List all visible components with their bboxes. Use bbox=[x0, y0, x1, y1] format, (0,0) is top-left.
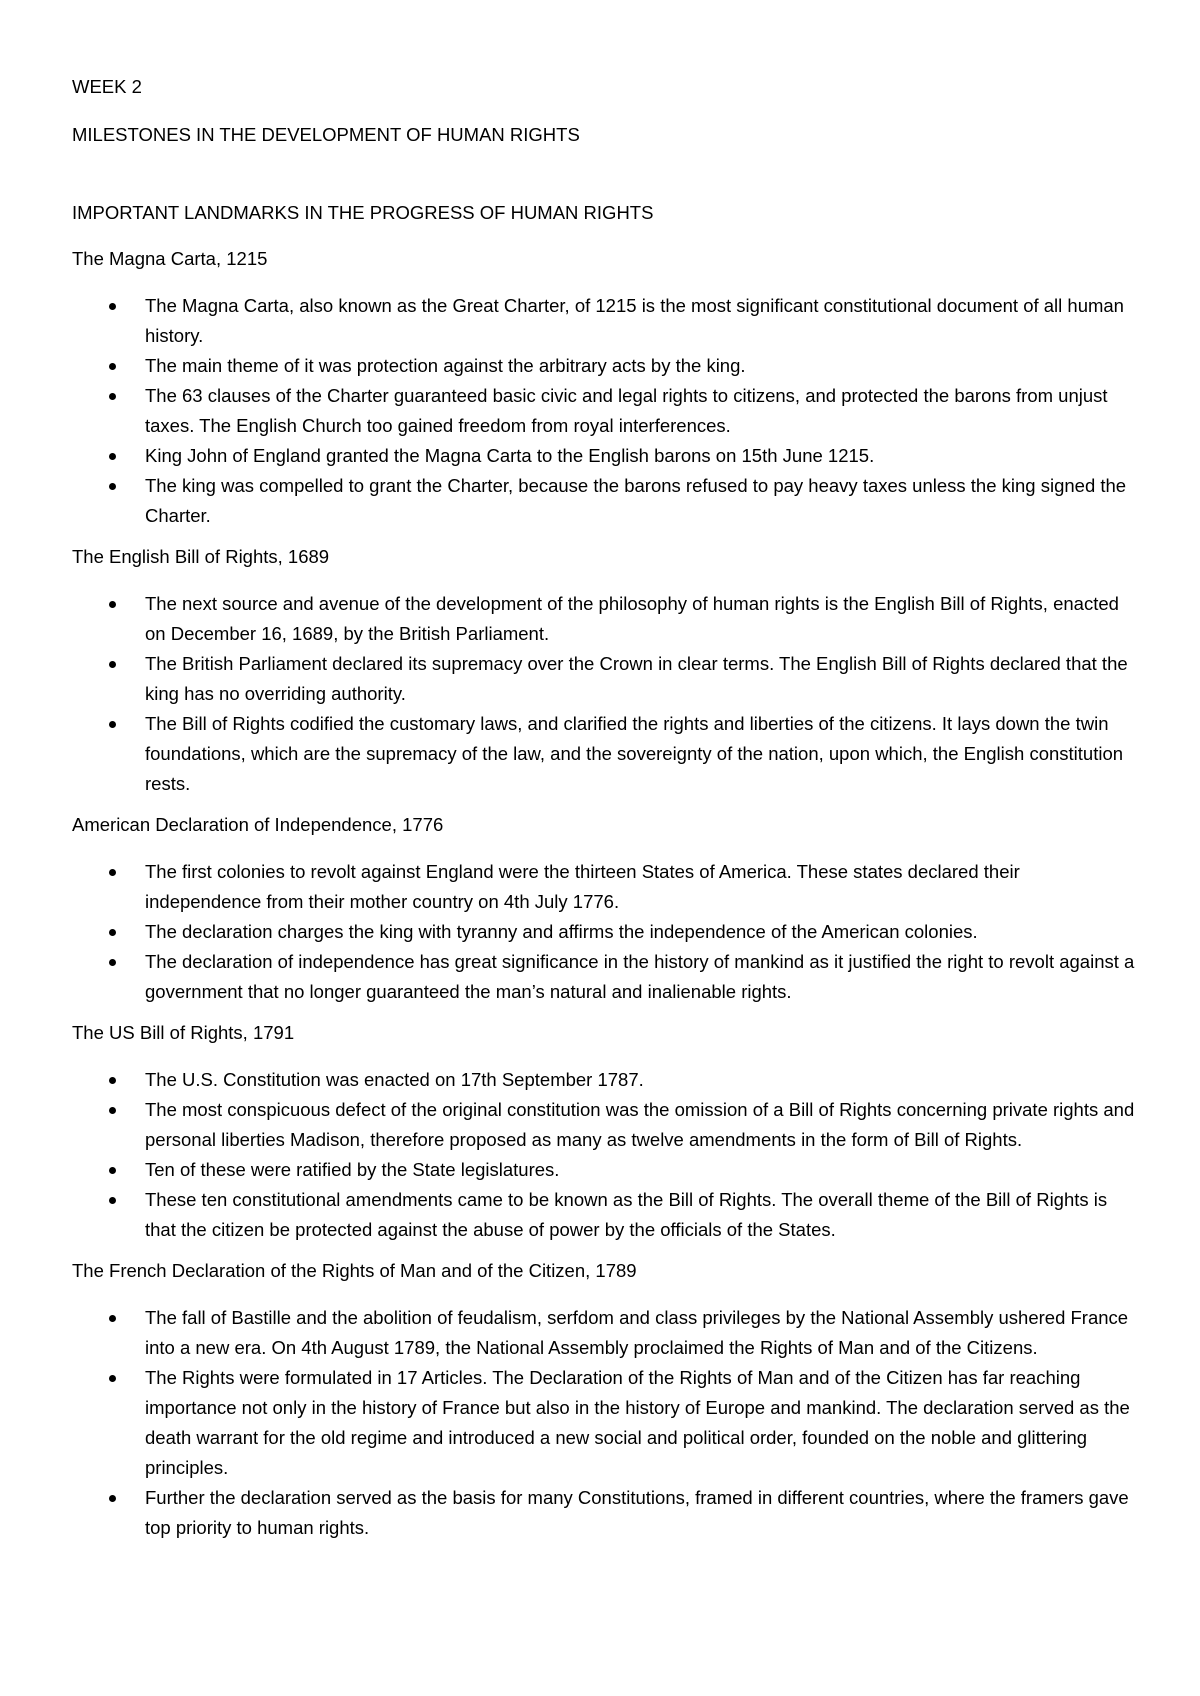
section-title-us-bill-of-rights: The US Bill of Rights, 1791 bbox=[72, 1022, 295, 1043]
list-item bbox=[72, 1483, 1137, 1543]
section-title-american-declaration: American Declaration of Independence, 1776 bbox=[72, 814, 444, 835]
bullet-icon bbox=[109, 601, 116, 608]
bullet-icon bbox=[109, 393, 116, 400]
bullet-icon bbox=[109, 661, 116, 668]
bullet-icon bbox=[109, 959, 116, 966]
bullet-icon bbox=[109, 303, 116, 310]
bullet-icon bbox=[109, 363, 116, 370]
list-item bbox=[72, 709, 1137, 799]
list-item bbox=[72, 381, 1137, 441]
list-item-text: The fall of Bastille and the abolition of feudalism, serfdom and class privileges by the National Assembly ushered France into a new era. On 4th August 1789, the National Assembly proclaimed the Rights of Man and of the Citizens. bbox=[145, 1307, 1129, 1358]
list-item bbox=[72, 589, 1137, 649]
list-item-text: The most conspicuous defect of the original constitution was the omission of a Bill of Rights concerning private rights and personal liberties Madison, therefore proposed as many as twelve amendments in the form of Bill of Rights. bbox=[145, 1099, 1135, 1150]
list-item bbox=[72, 1185, 1137, 1245]
list-item bbox=[72, 1065, 1137, 1095]
list-item-text: The Magna Carta, also known as the Great Charter, of 1215 is the most significant constitutional document of all human history. bbox=[145, 295, 1124, 346]
bullet-icon bbox=[109, 721, 116, 728]
list-item bbox=[72, 917, 1137, 947]
week-label: WEEK 2 bbox=[72, 76, 142, 97]
list-item bbox=[72, 649, 1137, 709]
bullet-icon bbox=[109, 1107, 116, 1114]
bullet-icon bbox=[109, 1167, 116, 1174]
list-item-text: Ten of these were ratified by the State legislatures. bbox=[145, 1159, 560, 1180]
section-title-english-bill-of-rights: The English Bill of Rights, 1689 bbox=[72, 546, 330, 567]
bullet-icon bbox=[109, 483, 116, 490]
list-item-text: The Rights were formulated in 17 Articles. The Declaration of the Rights of Man and of the Citizen has far reaching importance not only in the history of France but also in the history of Europe and mankind. The declaration served as the death warrant for the old regime and introduced a new social and political order, founded on the noble and glittering principles. bbox=[145, 1367, 1130, 1478]
list-item bbox=[72, 1303, 1137, 1363]
spacer bbox=[72, 168, 1137, 198]
bullet-icon bbox=[109, 1495, 116, 1502]
list-item bbox=[72, 857, 1137, 917]
bullet-icon bbox=[109, 1375, 116, 1382]
section-title-magna-carta: The Magna Carta, 1215 bbox=[72, 248, 268, 269]
bullet-icon bbox=[109, 1315, 116, 1322]
bullet-icon bbox=[109, 929, 116, 936]
document-title: MILESTONES IN THE DEVELOPMENT OF HUMAN RIGHTS bbox=[72, 124, 580, 145]
list-item-text: King John of England granted the Magna Carta to the English barons on 15th June 1215. bbox=[145, 445, 875, 466]
bullet-icon bbox=[109, 869, 116, 876]
list-item bbox=[72, 1095, 1137, 1155]
list-item-text: The next source and avenue of the development of the philosophy of human rights is the English Bill of Rights, enacted on December 16, 1689, by the British Parliament. bbox=[145, 593, 1119, 644]
document-body bbox=[72, 72, 1137, 1554]
list-item bbox=[72, 351, 1137, 381]
bullet-icon bbox=[109, 453, 116, 460]
bullet-icon bbox=[109, 1197, 116, 1204]
document-subtitle: IMPORTANT LANDMARKS IN THE PROGRESS OF HUMAN RIGHTS bbox=[72, 202, 654, 223]
list-item bbox=[72, 471, 1137, 531]
list-item-text: The declaration charges the king with tyranny and affirms the independence of the American colonies. bbox=[145, 921, 978, 942]
list-item-text: The U.S. Constitution was enacted on 17th September 1787. bbox=[145, 1069, 644, 1090]
list-item bbox=[72, 1363, 1137, 1483]
list-item-text: Further the declaration served as the basis for many Constitutions, framed in different countries, where the framers gave top priority to human rights. bbox=[145, 1487, 1129, 1538]
bullet-list-us-bill-of-rights bbox=[72, 1065, 1137, 1245]
bullet-list-english-bill-of-rights bbox=[72, 589, 1137, 799]
list-item-text: The king was compelled to grant the Charter, because the barons refused to pay heavy taxes unless the king signed the Charter. bbox=[145, 475, 1127, 526]
list-item-text: The 63 clauses of the Charter guaranteed basic civic and legal rights to citizens, and protected the barons from unjust taxes. The English Church too gained freedom from royal interferences. bbox=[145, 385, 1108, 436]
list-item-text: The main theme of it was protection against the arbitrary acts by the king. bbox=[145, 355, 746, 376]
list-item bbox=[72, 291, 1137, 351]
bullet-list-french-declaration bbox=[72, 1303, 1137, 1543]
section-title-french-declaration: The French Declaration of the Rights of Man and of the Citizen, 1789 bbox=[72, 1260, 637, 1281]
list-item bbox=[72, 1155, 1137, 1185]
list-item-text: The Bill of Rights codified the customary laws, and clarified the rights and liberties of the citizens. It lays down the twin foundations, which are the supremacy of the law, and the sovereignty of the nation, upon which, the English constitution rests. bbox=[145, 713, 1124, 794]
list-item-text: These ten constitutional amendments came to be known as the Bill of Rights. The overall theme of the Bill of Rights is that the citizen be protected against the abuse of power by the officials of the States. bbox=[145, 1189, 1108, 1240]
list-item-text: The first colonies to revolt against England were the thirteen States of America. These states declared their independence from their mother country on 4th July 1776. bbox=[145, 861, 1020, 912]
list-item bbox=[72, 441, 1137, 471]
list-item-text: The declaration of independence has great significance in the history of mankind as it justified the right to revolt against a government that no longer guaranteed the man’s natural and inalienable rights. bbox=[145, 951, 1135, 1002]
list-item-text: The British Parliament declared its supremacy over the Crown in clear terms. The English Bill of Rights declared that the king has no overriding authority. bbox=[145, 653, 1128, 704]
list-item bbox=[72, 947, 1137, 1007]
bullet-icon bbox=[109, 1077, 116, 1084]
bullet-list-magna-carta bbox=[72, 291, 1137, 531]
bullet-list-american-declaration bbox=[72, 857, 1137, 1007]
